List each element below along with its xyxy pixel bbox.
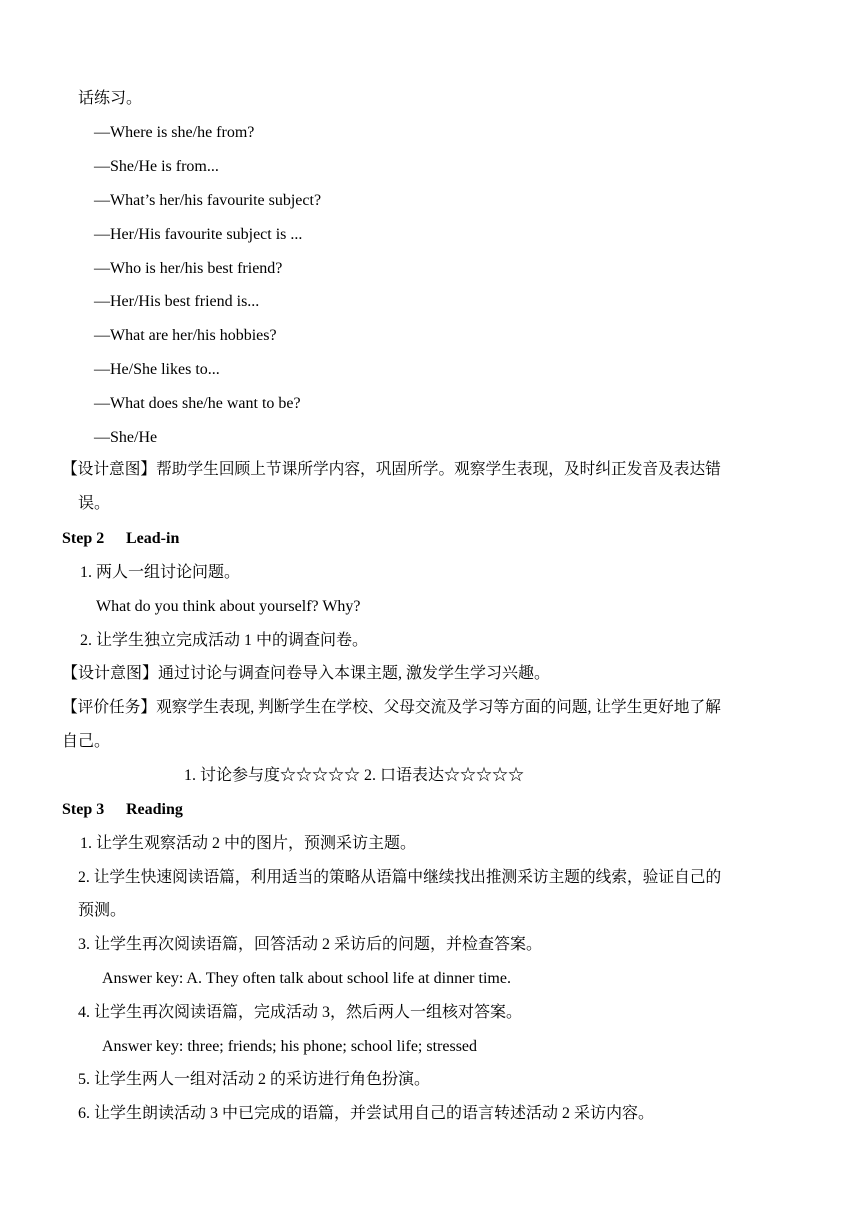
text-line: 自己。 <box>62 733 111 750</box>
step-title: Lead-in <box>126 530 180 547</box>
text-line: 误。 <box>78 495 111 512</box>
step-number: Step 3 <box>62 801 105 818</box>
design-intent-note: 【设计意图】通过讨论与调查问卷导入本课主题, 激发学生学习兴趣。 <box>62 665 551 682</box>
dialogue-line: —She/He <box>94 429 158 446</box>
list-item: 2. 让学生快速阅读语篇，利用适当的策略从语篇中继续找出推测采访主题的线索，验证自己的 <box>78 869 722 886</box>
list-item: 4. 让学生再次阅读语篇，完成活动 3，然后两人一组核对答案。 <box>78 1004 523 1021</box>
dialogue-line: —She/He is from... <box>94 158 219 175</box>
list-item: 3. 让学生再次阅读语篇，回答活动 2 采访后的问题，并检查答案。 <box>78 936 543 953</box>
dialogue-line: —What does she/he want to be? <box>94 395 301 412</box>
list-item: 2. 让学生独立完成活动 1 中的调查问卷。 <box>80 632 369 649</box>
step-title: Reading <box>126 801 183 818</box>
list-item: 6. 让学生朗读活动 3 中已完成的语篇，并尝试用自己的语言转述活动 2 采访内容。 <box>78 1105 655 1122</box>
question-line: What do you think about yourself? Why? <box>96 598 361 615</box>
dialogue-line: —Her/His best friend is... <box>94 293 260 310</box>
evaluation-task-note: 【评价任务】观察学生表现, 判断学生在学校、父母交流及学习等方面的问题, 让学生更好地了解 <box>62 699 721 716</box>
dialogue-line: —Where is she/he from? <box>94 124 255 141</box>
dialogue-line: —Who is her/his best friend? <box>94 260 283 277</box>
list-item: 5. 让学生两人一组对活动 2 的采访进行角色扮演。 <box>78 1071 431 1088</box>
step-3-heading <box>62 800 183 820</box>
answer-key: Answer key: three; friends; his phone; school life; stressed <box>102 1038 478 1055</box>
list-item: 1. 两人一组讨论问题。 <box>80 564 241 581</box>
dialogue-line: —Her/His favourite subject is ... <box>94 226 303 243</box>
dialogue-line: —He/She likes to... <box>94 361 220 378</box>
dialogue-line: —What’s her/his favourite subject? <box>94 192 322 209</box>
step-2-heading <box>62 529 179 549</box>
step-number: Step 2 <box>62 530 105 547</box>
text-line: 话练习。 <box>78 90 143 107</box>
text-line: 预测。 <box>78 902 127 919</box>
list-item: 1. 让学生观察活动 2 中的图片，预测采访主题。 <box>80 835 417 852</box>
design-intent-note: 【设计意图】帮助学生回顾上节课所学内容，巩固所学。观察学生表现，及时纠正发音及表达错 <box>62 461 721 478</box>
dialogue-line: —What are her/his hobbies? <box>94 327 277 344</box>
answer-key: Answer key: A. They often talk about school life at dinner time. <box>102 970 511 987</box>
rating-line: 1. 讨论参与度☆☆☆☆☆ 2. 口语表达☆☆☆☆☆ <box>184 767 525 784</box>
